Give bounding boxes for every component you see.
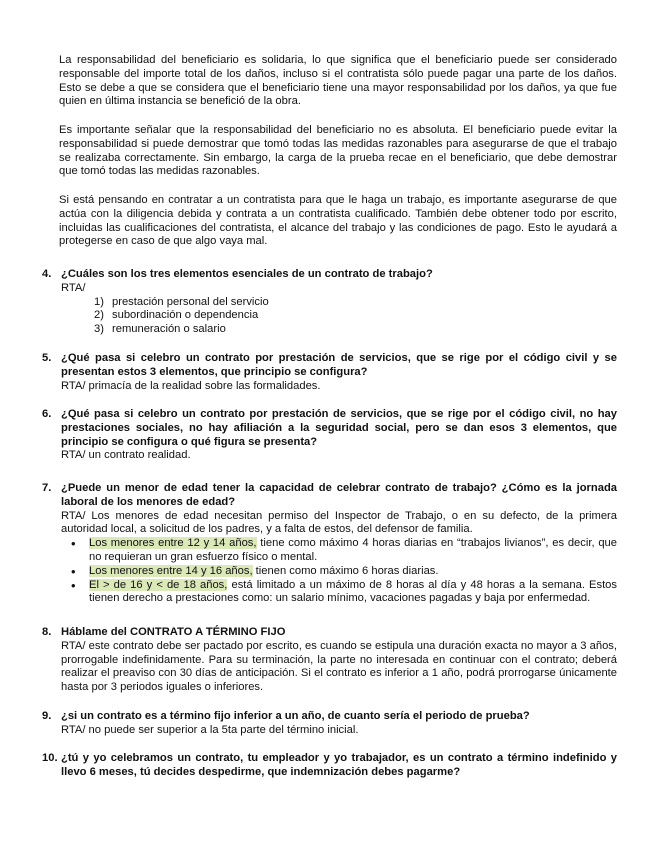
list-item-text: tiene como máximo 4 horas diarias en “trabajos livianos”, es decir, que no requieran un gran esfuerzo físico o mental.: [89, 537, 617, 563]
question-number: 10.: [42, 752, 58, 764]
list-number: 3): [94, 323, 104, 336]
question-10: [42, 752, 617, 780]
list-item: [71, 579, 617, 607]
list-item-text: tienen como máximo 6 horas diarias.: [252, 564, 439, 577]
question-number: 4.: [42, 268, 52, 280]
list-item-text: está limitado a un máximo de 8 horas al día y 48 horas a la semana. Estos tienen derecho a prestaciones como: un salario mínimo, vacaciones pagadas y baja por enfermedad.: [89, 578, 617, 605]
answer-text: RTA/ Los menores de edad necesitan permiso del Inspector de Trabajo, o en su defecto, de la primera autoridad local, a solicitud de los padres, y a falta de estos, del defensor de familia.: [61, 509, 617, 536]
question-8: [42, 626, 617, 695]
elements-list: [94, 296, 617, 337]
question-9: [42, 710, 617, 738]
highlighted-text: Los menores entre 12 y 14 años,: [89, 537, 257, 550]
question-text: ¿si un contrato es a término fijo inferior a un año, de cuanto sería el periodo de prueba?: [61, 710, 530, 722]
highlighted-text: Los menores entre 14 y 16 años,: [89, 564, 253, 577]
answer-text: RTA/ primacía de la realidad sobre las formalidades.: [61, 379, 321, 392]
answer-text: RTA/: [61, 281, 86, 294]
list-number: 1): [94, 295, 104, 308]
list-item-text: subordinación o dependencia: [112, 309, 259, 322]
minors-hours-list: [71, 537, 617, 606]
question-text: ¿Puede un menor de edad tener la capacidad de celebrar contrato de trabajo? ¿Cómo es la jornada laboral de los menores de edad?: [61, 482, 617, 508]
list-item-text: prestación personal del servicio: [112, 295, 269, 308]
paragraph-beneficiary-not-absolute: Es importante señalar que la responsabilidad del beneficiario no es absoluta. El beneficiario puede evitar la responsabilidad si puede demostrar que tomó todas las medidas razonables para asegurarse de que el trabajo se realizaba correctamente. Sin embargo, la carga de la prueba recae en el beneficiario, que debe demostrar que tomó todas las medidas razonables.: [59, 124, 617, 178]
list-item: [94, 296, 617, 310]
question-number: 5.: [42, 352, 52, 364]
question-text: ¿Qué pasa si celebro un contrato por prestación de servicios, que se rige por el código civil y se presentan estos 3 elementos, que principio se configura?: [61, 352, 617, 378]
answer-text: RTA/ no puede ser superior a la 5ta parte del término inicial.: [61, 723, 359, 736]
question-text: ¿Cuáles son los tres elementos esenciales de un contrato de trabajo?: [61, 268, 433, 280]
list-item: [71, 537, 617, 565]
paragraph-beneficiary-solidarity: La responsabilidad del beneficiario es solidaria, lo que significa que el beneficiario puede ser considerado responsable del importe total de los daños, incluso si el contratista sólo puede pagar una parte de los daños. Esto se debe a que se considera que el beneficiario tiene una mayor responsabilidad por los daños, ya que fue quien en última instancia se benefició de la obra.: [59, 54, 617, 108]
question-text: Háblame del CONTRATO A TÉRMINO FIJO: [61, 626, 286, 638]
question-number: 7.: [42, 482, 52, 494]
question-4: [42, 268, 617, 337]
answer-text: RTA/ un contrato realidad.: [61, 449, 191, 462]
answer-text: RTA/ este contrato debe ser pactado por escrito, es cuando se estipula una duración exacta no mayor a 3 años, prorrogable indefinidamente. Para su terminación, la parte no interesada en continuar con el contrato; deberá realizar el preaviso con 30 días de anticipación. Si el contrato es inferior a 1 año, podrá prorrogarse únicamente hasta por 3 periodos iguales o inferiores.: [61, 639, 617, 694]
list-item: [94, 309, 617, 323]
question-text: ¿Qué pasa si celebro un contrato por prestación de servicios, que se rige por el código civil, no hay prestaciones sociales, no hay afiliación a la seguridad social, pero se dan esos 3 elementos, que principio se configura o qué figura se presenta?: [61, 408, 617, 448]
question-number: 8.: [42, 626, 52, 638]
question-7: [42, 482, 617, 606]
list-item: [94, 323, 617, 337]
list-item-text: remuneración o salario: [112, 323, 226, 336]
question-number: 6.: [42, 408, 52, 420]
question-number: 9.: [42, 710, 52, 722]
paragraph-hiring-contractor: Si está pensando en contratar a un contratista para que le haga un trabajo, es importante asegurarse de que actúa con la diligencia debida y contrata a un contratista cualificado. También debe obtener todo por escrito, incluidas las cualificaciones del contratista, el alcance del trabajo y las condiciones de pago. Esto le ayudará a protegerse en caso de que algo vaya mal.: [59, 194, 617, 248]
highlighted-text: El > de 16 y < de 18 años,: [89, 578, 228, 591]
list-item: [71, 565, 617, 579]
question-text: ¿tú y yo celebramos un contrato, tu empleador y yo trabajador, es un contrato a término indefinido y llevo 6 meses, tú decides despedirme, que indemnización debes pagarme?: [61, 752, 617, 778]
question-6: [42, 408, 617, 463]
list-number: 2): [94, 309, 104, 322]
question-5: [42, 352, 617, 393]
